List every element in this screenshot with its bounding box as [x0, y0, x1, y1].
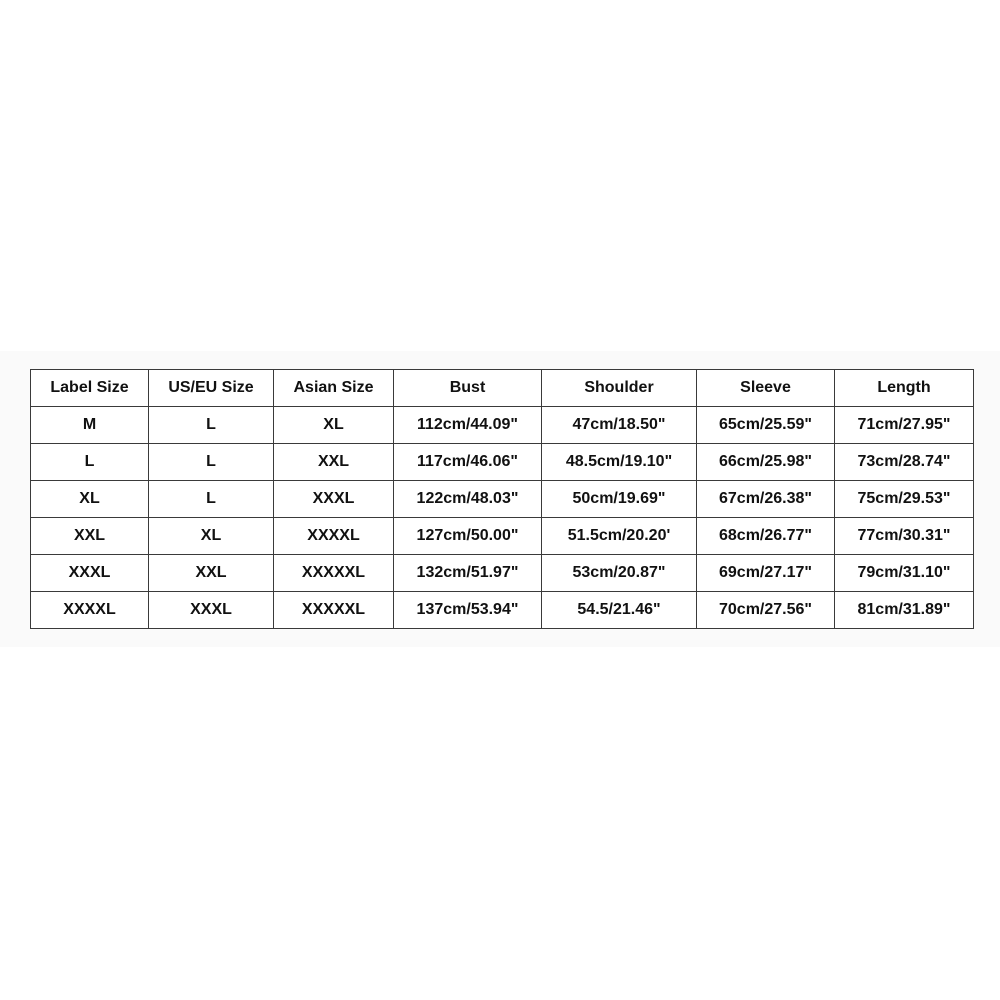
table-row	[31, 592, 974, 629]
cell-us-eu-size: L	[149, 481, 274, 518]
cell-asian-size: XXXXXL	[274, 555, 394, 592]
cell-asian-size: XXXXXL	[274, 592, 394, 629]
cell-label-size: XXXL	[31, 555, 149, 592]
header-shoulder: Shoulder	[542, 370, 697, 407]
header-label-size: Label Size	[31, 370, 149, 407]
header-sleeve: Sleeve	[697, 370, 835, 407]
cell-sleeve: 68cm/26.77"	[697, 518, 835, 555]
cell-asian-size: XL	[274, 407, 394, 444]
cell-asian-size: XXL	[274, 444, 394, 481]
cell-bust: 122cm/48.03"	[394, 481, 542, 518]
cell-label-size: M	[31, 407, 149, 444]
cell-shoulder: 50cm/19.69"	[542, 481, 697, 518]
size-chart-table	[30, 369, 974, 629]
cell-shoulder: 53cm/20.87"	[542, 555, 697, 592]
header-us-eu-size: US/EU Size	[149, 370, 274, 407]
cell-shoulder: 51.5cm/20.20'	[542, 518, 697, 555]
cell-us-eu-size: XXXL	[149, 592, 274, 629]
cell-sleeve: 66cm/25.98"	[697, 444, 835, 481]
cell-sleeve: 69cm/27.17"	[697, 555, 835, 592]
header-bust: Bust	[394, 370, 542, 407]
cell-sleeve: 67cm/26.38"	[697, 481, 835, 518]
cell-bust: 132cm/51.97"	[394, 555, 542, 592]
cell-length: 79cm/31.10"	[835, 555, 974, 592]
cell-us-eu-size: XL	[149, 518, 274, 555]
cell-bust: 117cm/46.06"	[394, 444, 542, 481]
cell-bust: 112cm/44.09"	[394, 407, 542, 444]
cell-length: 75cm/29.53"	[835, 481, 974, 518]
cell-length: 73cm/28.74"	[835, 444, 974, 481]
cell-label-size: XL	[31, 481, 149, 518]
cell-label-size: XXXXL	[31, 592, 149, 629]
cell-us-eu-size: L	[149, 407, 274, 444]
cell-us-eu-size: XXL	[149, 555, 274, 592]
cell-asian-size: XXXXL	[274, 518, 394, 555]
table-row	[31, 481, 974, 518]
cell-bust: 137cm/53.94"	[394, 592, 542, 629]
cell-length: 81cm/31.89"	[835, 592, 974, 629]
cell-asian-size: XXXL	[274, 481, 394, 518]
table-row	[31, 444, 974, 481]
header-row	[31, 370, 974, 407]
table-row	[31, 555, 974, 592]
header-length: Length	[835, 370, 974, 407]
cell-shoulder: 47cm/18.50"	[542, 407, 697, 444]
cell-label-size: XXL	[31, 518, 149, 555]
cell-length: 77cm/30.31"	[835, 518, 974, 555]
cell-bust: 127cm/50.00"	[394, 518, 542, 555]
cell-label-size: L	[31, 444, 149, 481]
cell-shoulder: 54.5/21.46"	[542, 592, 697, 629]
cell-length: 71cm/27.95"	[835, 407, 974, 444]
cell-us-eu-size: L	[149, 444, 274, 481]
table-row	[31, 518, 974, 555]
cell-sleeve: 70cm/27.56"	[697, 592, 835, 629]
header-asian-size: Asian Size	[274, 370, 394, 407]
cell-shoulder: 48.5cm/19.10"	[542, 444, 697, 481]
table-row	[31, 407, 974, 444]
cell-sleeve: 65cm/25.59"	[697, 407, 835, 444]
